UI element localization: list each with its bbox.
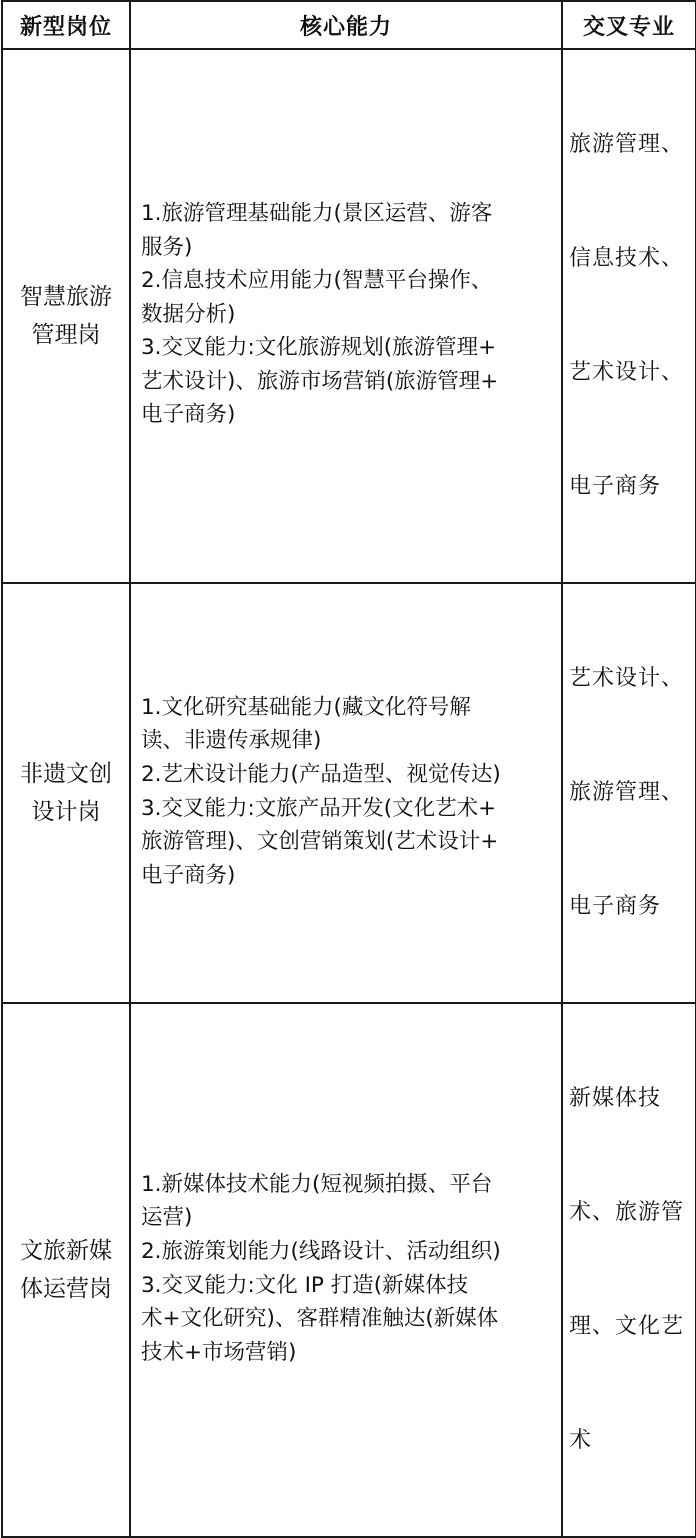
cross-line: 旅游管理、 <box>569 132 685 157</box>
core-line: 1.新媒体技术能力(短视频拍摄、平台 <box>141 1171 493 1197</box>
core-line: 2.信息技术应用能力(智慧平台操作、 <box>141 268 493 294</box>
table-row <box>2 583 696 1003</box>
cross-line: 术、旅游管 <box>569 1200 685 1225</box>
position-line: 非遗文创 <box>20 761 112 787</box>
table-row <box>2 1003 696 1537</box>
core-line: 数据分析) <box>141 301 236 327</box>
cross-line: 术 <box>569 1428 593 1453</box>
core-line: 旅游管理)、文创营销策划(艺术设计+ <box>141 829 499 855</box>
core-line: 艺术设计)、旅游市场营销(旅游管理+ <box>141 368 499 394</box>
core-ability-cell <box>130 49 562 583</box>
position-line: 文旅新媒 <box>20 1238 112 1264</box>
core-line: 2.旅游策划能力(线路设计、活动组织) <box>141 1238 501 1264</box>
cross-line: 理、文化艺 <box>569 1314 685 1339</box>
cross-line: 信息技术、 <box>569 246 685 271</box>
header-row <box>2 1 696 49</box>
cross-line: 电子商务 <box>569 894 662 919</box>
header-cross-major: 交叉专业 <box>562 1 696 49</box>
header-position: 新型岗位 <box>2 1 130 49</box>
core-line: 1.文化研究基础能力(藏文化符号解 <box>141 694 471 720</box>
cross-line: 电子商务 <box>569 474 662 499</box>
cross-major-cell <box>562 583 696 1003</box>
core-line: 电子商务) <box>141 402 236 428</box>
cross-major-cell <box>562 1003 696 1537</box>
core-line: 1.旅游管理基础能力(景区运营、游客 <box>141 200 493 226</box>
core-ability-cell <box>130 1003 562 1537</box>
core-line: 技术+市场营销) <box>141 1339 297 1365</box>
core-line: 运营) <box>141 1205 193 1231</box>
cross-line: 旅游管理、 <box>569 780 685 805</box>
table-row <box>2 49 696 583</box>
position-cell <box>2 49 130 583</box>
core-line: 术+文化研究)、客群精准触达(新媒体 <box>141 1306 499 1332</box>
position-line: 设计岗 <box>31 799 101 825</box>
cross-line: 艺术设计、 <box>569 360 685 385</box>
position-line: 体运营岗 <box>20 1276 112 1302</box>
cross-line: 新媒体技 <box>569 1086 662 1111</box>
core-line: 3.交叉能力:文化旅游规划(旅游管理+ <box>141 335 497 361</box>
position-line: 管理岗 <box>31 322 101 348</box>
core-line: 服务) <box>141 234 193 260</box>
core-line: 电子商务) <box>141 862 236 888</box>
core-line: 读、非遗传承规律) <box>141 728 322 754</box>
position-cell <box>2 1003 130 1537</box>
cross-major-cell <box>562 49 696 583</box>
core-ability-cell <box>130 583 562 1003</box>
position-line: 智慧旅游 <box>20 284 112 310</box>
header-core-ability: 核心能力 <box>130 1 562 49</box>
core-line: 3.交叉能力:文旅产品开发(文化艺术+ <box>141 795 497 821</box>
position-cell <box>2 583 130 1003</box>
cross-line: 艺术设计、 <box>569 666 685 691</box>
core-line: 2.艺术设计能力(产品造型、视觉传达) <box>141 761 501 787</box>
competency-table <box>1 0 696 1538</box>
core-line: 3.交叉能力:文化 IP 打造(新媒体技 <box>141 1272 469 1298</box>
